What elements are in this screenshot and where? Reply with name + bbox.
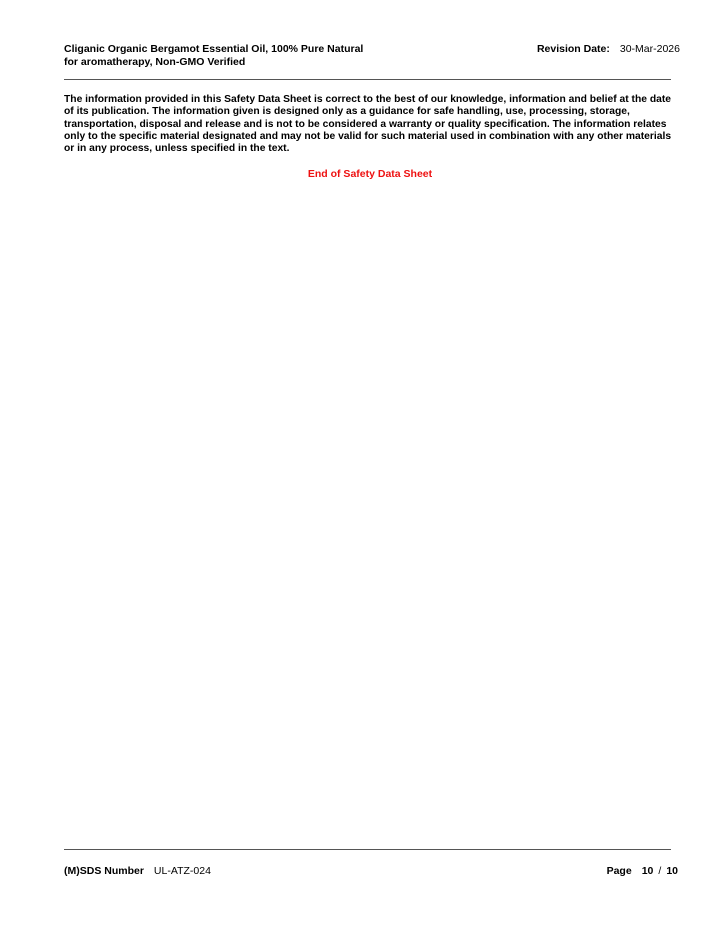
product-name — [64, 43, 394, 68]
page-current: 10 — [641, 865, 654, 877]
page-label: Page — [606, 865, 632, 877]
footer-divider — [64, 849, 671, 850]
sds-number-label: (M)SDS Number — [64, 865, 144, 877]
sds-number-block — [64, 865, 211, 878]
product-name-line-2: for aromatherapy, Non-GMO Verified — [64, 55, 246, 68]
end-of-sds-note: End of Safety Data Sheet — [307, 168, 433, 180]
revision-date-value: 30-Mar-2026 — [619, 43, 680, 55]
revision-date-block — [537, 43, 680, 56]
page-separator: / — [658, 865, 662, 877]
header-divider — [64, 79, 671, 80]
disclaimer-text: The information provided in this Safety Data Sheet is correct to the best of our knowledge, information and belief at the date of its publication. The information given is designed only as a guidance for safe handling, use, processing, storage, transportation, disposal and release and is not to be considered a warranty or quality specification. The information relates only to the specific material designated and may not be valid for such material used in combination with any other materials or in any process, unless specified in the text. — [64, 94, 672, 155]
revision-date-label: Revision Date: — [536, 43, 610, 55]
page-footer — [64, 865, 678, 878]
product-name-line-1: Cliganic Organic Bergamot Essential Oil, 100% Pure Natural — [64, 43, 364, 55]
sds-number-value: UL-ATZ-024 — [153, 865, 211, 877]
page-total: 10 — [666, 865, 678, 877]
page-number-block — [607, 865, 678, 878]
page-header — [64, 43, 682, 68]
